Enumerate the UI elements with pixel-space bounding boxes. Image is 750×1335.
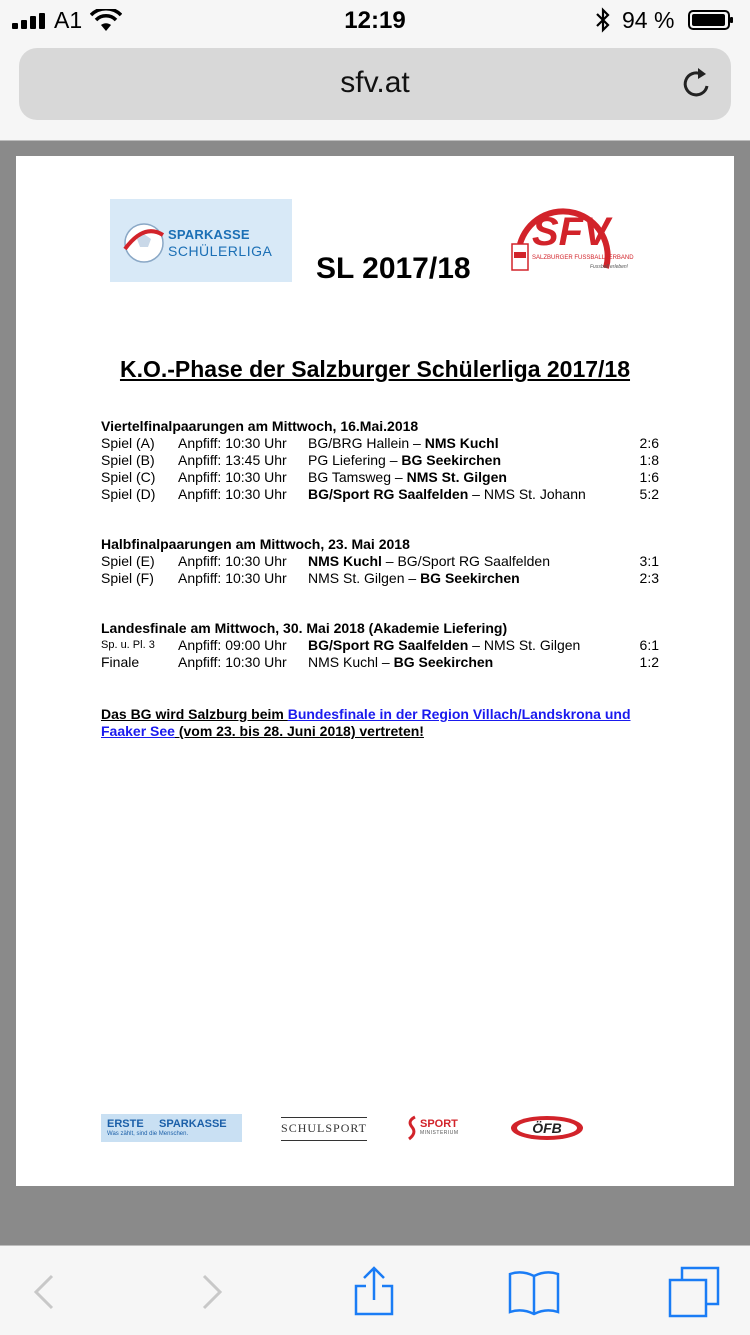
match-pairing xyxy=(308,637,580,653)
game-label: Spiel (A) xyxy=(101,435,155,451)
team-away: BG/Sport RG Saalfelden xyxy=(397,553,550,569)
match-pairing xyxy=(308,486,586,502)
score: 6:1 xyxy=(639,637,659,653)
match-pairing xyxy=(308,469,507,485)
note-suffix: (vom 23. bis 28. Juni 2018) vertreten! xyxy=(174,723,424,739)
sfv-letters: SFV xyxy=(532,210,610,254)
team-separator: – xyxy=(385,452,402,468)
kickoff-time: Anpfiff: 13:45 Uhr xyxy=(178,452,287,468)
section-title: Landesfinale am Mittwoch, 30. Mai 2018 (Akademie Liefering) xyxy=(101,620,508,636)
match-pairing xyxy=(308,452,501,468)
logo-line1: SPARKASSE xyxy=(168,227,250,242)
sparkasse-label: SPARKASSE xyxy=(159,1118,227,1130)
carrier-label: A1 xyxy=(54,7,83,33)
game-label: Spiel (B) xyxy=(101,452,155,468)
section-title: Halbfinalpaarungen am Mittwoch, 23. Mai 2018 xyxy=(101,536,410,552)
schulsport-label: SCHULSPORT xyxy=(281,1121,367,1135)
bundesfinale-link[interactable]: Bundesfinale in der Region Villach/Landskrona und Faaker See xyxy=(101,706,631,739)
ministerium-label: MINISTERIUM xyxy=(420,1130,459,1136)
game-row xyxy=(101,637,661,654)
sport-swirl-icon xyxy=(406,1115,418,1141)
reload-icon[interactable] xyxy=(679,66,715,102)
team-separator: – xyxy=(378,654,394,670)
back-icon[interactable] xyxy=(18,1266,70,1318)
score: 2:3 xyxy=(639,570,659,586)
sfv-subtitle: SALZBURGER FUSSBALLVERBAND xyxy=(532,255,634,261)
football-icon xyxy=(122,221,166,265)
team-home: PG Liefering xyxy=(308,452,386,468)
forward-icon[interactable] xyxy=(186,1266,238,1318)
browser-toolbar xyxy=(0,1245,750,1335)
schulsport-logo xyxy=(281,1117,367,1141)
kickoff-time: Anpfiff: 10:30 Uhr xyxy=(178,553,287,569)
score: 1:8 xyxy=(639,452,659,468)
kickoff-time: Anpfiff: 10:30 Uhr xyxy=(178,570,287,586)
game-row xyxy=(101,469,661,486)
team-away: NMS St. Johann xyxy=(483,486,586,502)
team-away: BG Seekirchen xyxy=(401,452,502,468)
team-home: BG/BRG Hallein xyxy=(308,435,410,451)
game-row xyxy=(101,435,661,452)
game-row xyxy=(101,452,661,469)
kickoff-time: Anpfiff: 10:30 Uhr xyxy=(178,486,287,502)
season-title: SL 2017/18 xyxy=(316,252,471,285)
game-label: Spiel (E) xyxy=(101,553,155,569)
url-text: sfv.at xyxy=(340,66,410,99)
team-home: NMS St. Gilgen xyxy=(308,570,405,586)
team-away: BG Seekirchen xyxy=(393,654,494,670)
page-heading: K.O.-Phase der Salzburger Schülerliga 2017/18 xyxy=(119,356,631,382)
team-separator: – xyxy=(468,486,484,502)
sparkasse-schuelerliga-logo xyxy=(110,199,292,282)
team-away: NMS St. Gilgen xyxy=(483,637,581,653)
pdf-document xyxy=(16,156,734,1186)
bookmarks-icon[interactable] xyxy=(508,1266,560,1318)
battery-percent: 94 % xyxy=(622,7,675,33)
sfv-tagline: Fussball erleben! xyxy=(590,264,629,270)
sportministerium-logo xyxy=(406,1114,470,1142)
status-bar xyxy=(0,0,750,42)
kickoff-time: Anpfiff: 10:30 Uhr xyxy=(178,654,287,670)
game-row xyxy=(101,553,661,570)
erste-tagline: Was zählt, sind die Menschen. xyxy=(107,1131,189,1137)
match-pairing xyxy=(308,435,499,451)
bluetooth-icon xyxy=(592,7,614,33)
match-pairing xyxy=(308,553,550,569)
score: 1:2 xyxy=(639,654,659,670)
team-separator: – xyxy=(468,637,484,653)
note-prefix: Das BG wird Salzburg beim xyxy=(101,706,288,722)
kickoff-time: Anpfiff: 10:30 Uhr xyxy=(178,469,287,485)
game-row xyxy=(101,570,661,587)
match-pairing xyxy=(308,570,520,586)
team-home: BG Tamsweg xyxy=(308,469,391,485)
team-home: BG/Sport RG Saalfelden xyxy=(308,486,469,502)
game-label: Spiel (F) xyxy=(101,570,154,586)
team-separator: – xyxy=(381,553,398,569)
kickoff-time: Anpfiff: 10:30 Uhr xyxy=(178,435,287,451)
oefb-label: ÖFB xyxy=(532,1120,562,1136)
oefb-logo xyxy=(509,1114,585,1142)
sport-label: SPORT xyxy=(420,1118,458,1130)
logo-line2: SCHÜLERLIGA xyxy=(168,243,273,259)
team-away: BG Seekirchen xyxy=(420,570,520,586)
game-row xyxy=(101,486,661,503)
score: 3:1 xyxy=(639,553,659,569)
address-bar[interactable] xyxy=(19,48,731,120)
share-icon[interactable] xyxy=(348,1266,400,1318)
game-label: Finale xyxy=(101,654,140,670)
match-pairing xyxy=(308,654,493,670)
game-label: Spiel (C) xyxy=(101,469,156,485)
erste-sparkasse-logo xyxy=(101,1114,242,1142)
section-title: Viertelfinalpaarungen am Mittwoch, 16.Mai.2018 xyxy=(101,418,419,434)
clock: 12:19 xyxy=(344,7,406,34)
team-separator: – xyxy=(404,570,421,586)
game-label: Sp. u. Pl. 3 xyxy=(101,639,155,651)
game-row xyxy=(101,654,661,671)
team-separator: – xyxy=(409,435,425,451)
score: 1:6 xyxy=(639,469,659,485)
team-away: NMS St. Gilgen xyxy=(406,469,507,485)
team-home: BG/Sport RG Saalfelden xyxy=(308,637,469,653)
team-away: NMS Kuchl xyxy=(424,435,499,451)
team-separator: – xyxy=(391,469,407,485)
sfv-logo xyxy=(510,204,638,284)
tabs-icon[interactable] xyxy=(668,1266,720,1318)
score: 5:2 xyxy=(639,486,659,502)
score: 2:6 xyxy=(639,435,659,451)
team-home: NMS Kuchl xyxy=(308,553,382,569)
bundesfinale-note xyxy=(101,706,641,740)
game-label: Spiel (D) xyxy=(101,486,156,502)
browser-top xyxy=(0,0,750,141)
erste-label: ERSTE xyxy=(107,1118,144,1130)
kickoff-time: Anpfiff: 09:00 Uhr xyxy=(178,637,287,653)
team-home: NMS Kuchl xyxy=(308,654,379,670)
battery-icon xyxy=(688,10,734,30)
